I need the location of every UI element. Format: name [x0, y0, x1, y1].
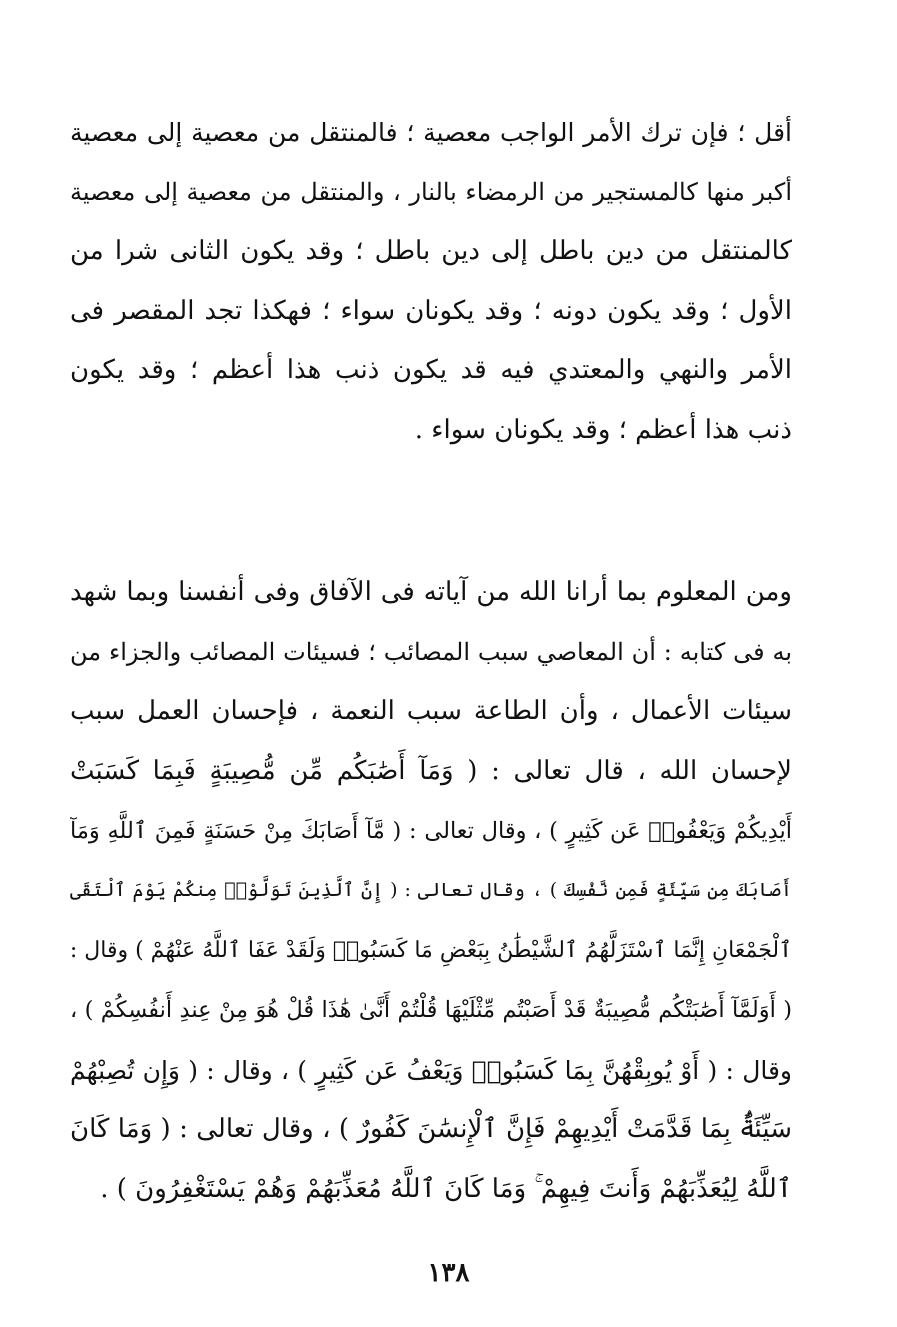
quran-verse-line: ٱلْجَمْعَانِ إِنَّمَا ٱسْتَزَلَّهُمُ ٱلشَّيْطَٰنُ بِبَعْضِ مَا كَسَبُوا۟ وَلَقَدْ عَفَا ٱللَّهُ عَنْهُمْ ) وقال : [70, 938, 792, 964]
text-line: لإحسان الله ، قال تعالى : ( وَمَآ أَصَٰبَكُم مِّن مُّصِيبَةٍ فَبِمَا كَسَبَتْ [70, 756, 792, 787]
page-number: ١٣٨ [427, 1258, 470, 1288]
text-line: سيئات الأعمال ، وأن الطاعة سبب النعمة ، فإحسان العمل سبب [70, 696, 792, 727]
text-line: الأمر والنهي والمعتدي فيه قد يكون ذنب هذا أعظم ؛ وقد يكون [70, 355, 792, 385]
quran-verse-line: سَيِّئَةٌۢ بِمَا قَدَّمَتْ أَيْدِيهِمْ فَإِنَّ ٱلْإِنسَٰنَ كَفُورٌ ) ، وقال تعالى : ( وَمَا كَانَ [70, 1114, 792, 1145]
quran-verse-line: ( أَوَلَمَّآ أَصَٰبَتْكُم مُّصِيبَةٌ قَدْ أَصَبْتُم مِّثْلَيْهَا قُلْتُمْ أَنَّىٰ هَٰذَا قُلْ هُوَ مِنْ عِندِ أَنفُسِكُمْ ) ، [70, 996, 792, 1023]
quran-verse-line: أَيْدِيكُمْ وَيَعْفُوا۟ عَن كَثِيرٍ ) ، وقال تعالى : ( مَّآ أَصَابَكَ مِنْ حَسَنَةٍ فَمِنَ ٱللَّهِ وَمَآ [70, 817, 792, 844]
paragraph-2 [70, 563, 792, 1220]
text-line: الأول ؛ وقد يكون دونه ؛ وقد يكونان سواء ؛ فهكذا تجد المقصر فى [70, 295, 792, 326]
quran-verse-line: ٱللَّهُ لِيُعَذِّبَهُمْ وَأَنتَ فِيهِمْ ۚ وَمَا كَانَ ٱللَّهُ مُعَذِّبَهُمْ وَهُمْ يَسْتَغْفِرُونَ ) . [100, 1173, 792, 1204]
text-line: ذنب هذا أعظم ؛ وقد يكونان سواء . [414, 414, 792, 445]
text-line: ومن المعلوم بما أرانا الله من آياته فى الآفاق وفى أنفسنا وبما شهد [70, 577, 792, 607]
text-line: كالمنتقل من دين باطل إلى دين باطل ؛ وقد يكون الثانى شرا من [70, 236, 792, 266]
text-line: أقل ؛ فإن ترك الأمر الواجب معصية ؛ فالمنتقل من معصية إلى معصية [70, 118, 792, 147]
quran-verse-line: وقال : ( أَوْ يُوبِقْهُنَّ بِمَا كَسَبُوا۟ وَيَعْفُ عَن كَثِيرٍ ) ، وقال : ( وَإِن تُصِبْهُمْ [70, 1055, 792, 1085]
text-line: أكبر منها كالمستجير من الرمضاء بالنار ، والمنتقل من معصية إلى معصية [70, 177, 792, 206]
paragraph-1 [70, 103, 792, 460]
text-line: به فى كتابه : أن المعاصي سبب المصائب ؛ فسيئات المصائب والجزاء من [70, 637, 792, 666]
quran-verse-line: أَصَابَكَ مِن سَيِّئَةٍ فَمِن نَّفْسِكَ ) ، وقال تعالى : ( إِنَّ ٱلَّذِينَ تَوَلَّوْا۟ مِنكُمْ يَوْمَ ٱلْتَقَى [70, 879, 792, 902]
